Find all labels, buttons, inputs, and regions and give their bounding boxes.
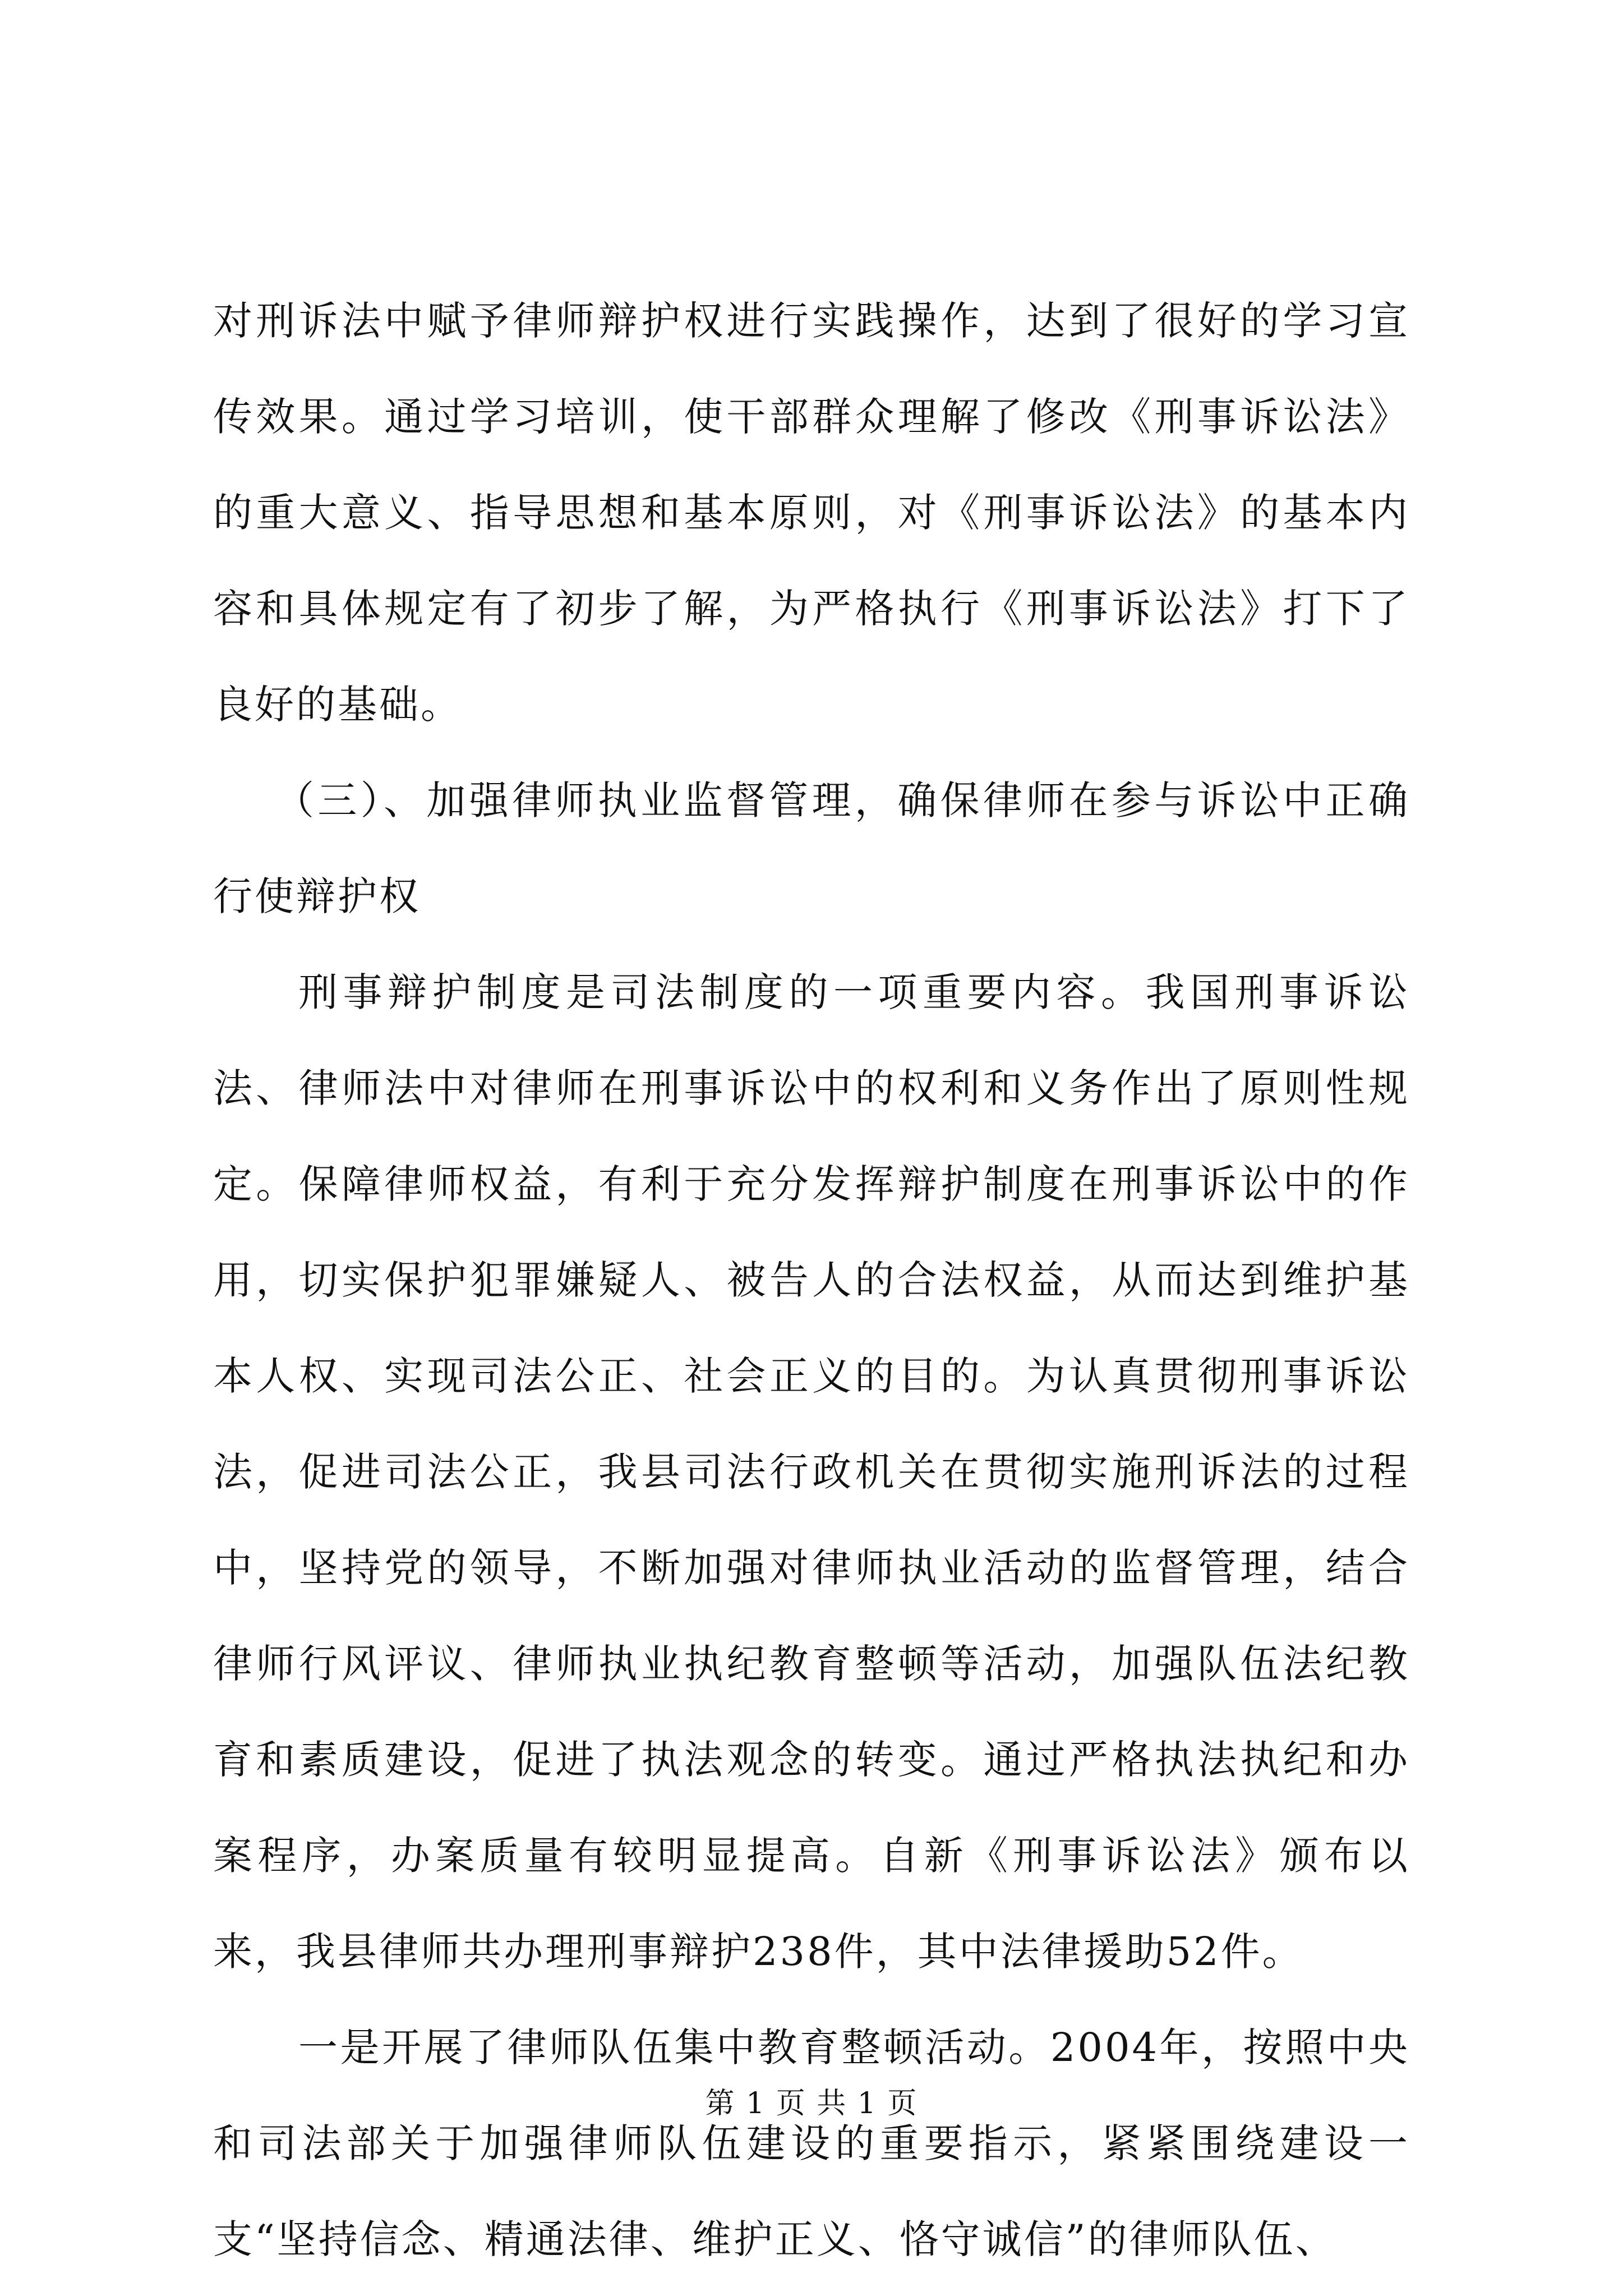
- document-body: [213, 273, 1410, 2288]
- paragraph-rectification: 一是开展了律师队伍集中教育整顿活动。2004年，按照中央和司法部关于加强律师队伍建设的重要指示，紧紧围绕建设一支“坚持信念、精通法律、维护正义、恪守诚信”的律师队伍、: [213, 2024, 1410, 2262]
- page-footer: 第 1 页 共 1 页: [705, 2087, 918, 2120]
- section-heading: （三）、加强律师执业监督管理，确保律师在参与诉讼中正确行使辩护权: [213, 777, 1410, 919]
- paragraph-defense-system: 刑事辩护制度是司法制度的一项重要内容。我国刑事诉讼法、律师法中对律师在刑事诉讼中的权利和义务作出了原则性规定。保障律师权益，有利于充分发挥辩护制度在刑事诉讼中的作用，切实保护犯罪嫌疑人、被告人的合法权益，从而达到维护基本人权、实现司法公正、社会正义的目的。为认真贯彻刑事诉讼法，促进司法公正，我县司法行政机关在贯彻实施刑诉法的过程中，坚持党的领导，不断加强对律师执业活动的监督管理，结合律师行风评议、律师执业执纪教育整顿等活动，加强队伍法纪教育和素质建设，促进了执法观念的转变。通过严格执法执纪和办案程序，办案质量有较明显提高。自新《刑事诉讼法》颁布以来，我县律师共办理刑事辩护238件，其中法律援助52件。: [213, 969, 1410, 1975]
- paragraph-continuation: 对刑诉法中赋予律师辩护权进行实践操作，达到了很好的学习宣传效果。通过学习培训，使干部群众理解了修改《刑事诉讼法》的重大意义、指导思想和基本原则，对《刑事诉讼法》的基本内容和具体规定有了初步了解，为严格执行《刑事诉讼法》打下了良好的基础。: [213, 298, 1410, 728]
